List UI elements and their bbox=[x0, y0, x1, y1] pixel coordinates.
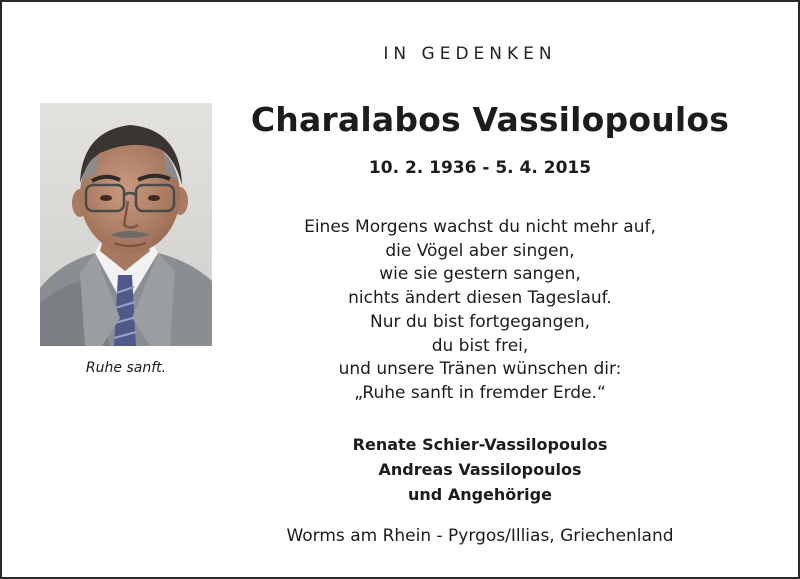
poem-line: Eines Morgens wachst du nicht mehr auf, bbox=[304, 217, 656, 237]
poem-line: und unsere Tränen wünschen dir: bbox=[338, 359, 622, 380]
mourner-name: Andreas Vassilopoulos bbox=[378, 460, 582, 479]
place-line: Worms am Rhein - Pyrgos/Illias, Griechenland bbox=[286, 526, 674, 546]
mourner-name: Renate Schier-Vassilopoulos bbox=[352, 435, 608, 454]
poem-line: die Vögel aber singen, bbox=[385, 240, 575, 261]
life-dates: 10. 2. 1936 - 5. 4. 2015 bbox=[368, 158, 592, 178]
deceased-name: Charalabos Vassilopoulos bbox=[250, 100, 730, 139]
photo-caption: Ruhe sanft. bbox=[85, 360, 167, 376]
poem-line: wie sie gestern sangen, bbox=[379, 264, 581, 285]
poem-line: du bist frei, bbox=[431, 335, 529, 356]
portrait-photo bbox=[40, 103, 212, 346]
poem-line: nichts ändert diesen Tageslauf. bbox=[348, 288, 612, 309]
mourners-list bbox=[320, 432, 640, 507]
memorial-poem bbox=[240, 216, 720, 406]
poem-line: Nur du bist fortgegangen, bbox=[370, 311, 590, 332]
mourner-name: und Angehörige bbox=[408, 485, 552, 504]
notice-heading: IN GEDENKEN bbox=[383, 44, 557, 64]
poem-line: „Ruhe sanft in fremder Erde.“ bbox=[354, 382, 606, 403]
